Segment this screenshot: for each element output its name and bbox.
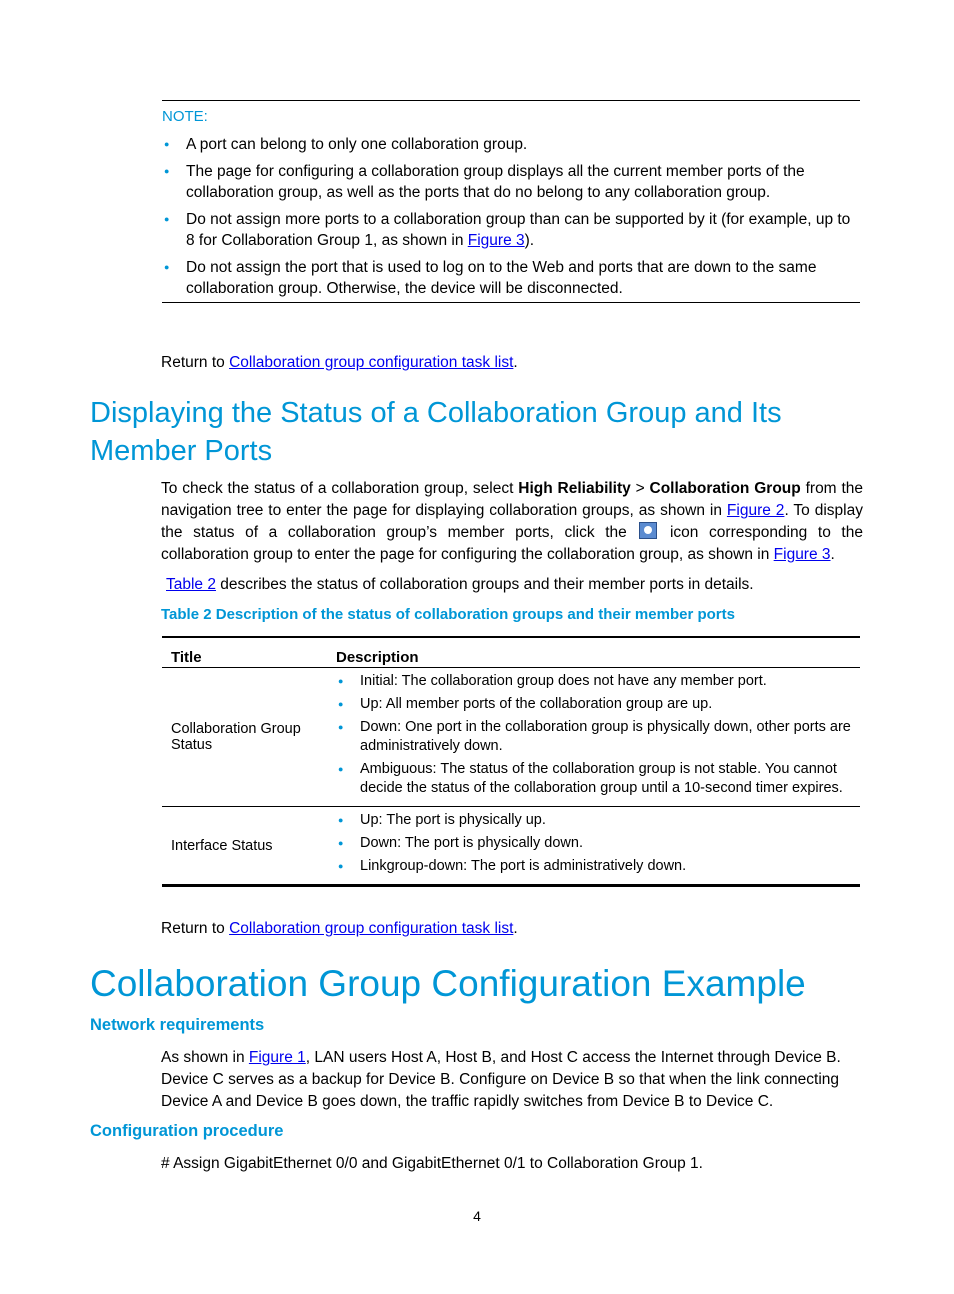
list-item: ● Up: All member ports of the collaboration group are up.	[336, 695, 851, 714]
network-requirements-heading: Network requirements	[90, 1016, 265, 1034]
row-description	[327, 668, 860, 807]
figure-3-link[interactable]: Figure 3	[467, 232, 525, 249]
table-row	[162, 668, 860, 807]
task-list-link[interactable]: Collaboration group configuration task list	[229, 354, 514, 371]
list-item: ● Initial: The collaboration group does not have any member port.	[336, 672, 851, 691]
config-icon	[639, 522, 657, 539]
table-header-row	[162, 637, 860, 668]
list-item: ● Up: The port is physically up.	[336, 811, 851, 830]
description-list	[336, 811, 851, 876]
status-paragraph: To check the status of a collaboration group, select High Reliability > Collaboration Group from the navigation tree to enter the page for displaying collaboration groups, as shown in Figure 2. To display the status of a collaboration group’s member ports, click the icon corresponding to the collaboration group to enter the page for configuring the collaboration group, as shown in Figure 3.	[161, 480, 863, 563]
column-header-description: Description	[327, 637, 860, 668]
list-item: ● Down: One port in the collaboration group is physically down, other ports are administratively down.	[336, 718, 851, 756]
page-number: 4	[473, 1208, 481, 1224]
row-description	[327, 807, 860, 886]
row-title: Collaboration Group Status	[162, 668, 327, 807]
row-title: Interface Status	[162, 807, 327, 886]
task-list-link[interactable]: Collaboration group configuration task list	[229, 920, 514, 937]
list-item: ● Down: The port is physically down.	[336, 834, 851, 853]
chapter-heading: Collaboration Group Configuration Example	[90, 963, 806, 1004]
note-bottom-rule	[162, 302, 860, 303]
description-list	[336, 672, 851, 798]
return-paragraph: Return to Collaboration group configuration task list.	[161, 354, 518, 371]
list-item: ● Ambiguous: The status of the collaboration group is not stable. You cannot decide the status of the collaboration group until a 10-second timer expires.	[336, 760, 851, 798]
figure-3-link[interactable]: Figure 3	[773, 546, 831, 563]
status-table	[162, 636, 860, 887]
figure-2-link[interactable]: Figure 2	[726, 502, 785, 519]
table-row	[162, 807, 860, 886]
note-item: ● Do not assign more ports to a collaboration group than can be supported by it (for example, up to 8 for Collaboration Group 1, as shown in Figure 3).	[162, 209, 862, 251]
configuration-procedure-heading: Configuration procedure	[90, 1122, 284, 1140]
section-heading: Displaying the Status of a Collaboration Group and Its Member Ports	[90, 397, 782, 467]
note-label: NOTE:	[162, 108, 208, 125]
note-top-rule	[162, 100, 860, 101]
table-caption: Table 2 Description of the status of collaboration groups and their member ports	[161, 606, 735, 623]
note-item: ● Do not assign the port that is used to log on to the Web and ports that are down to the same collaboration group. Otherwise, the device will be disconnected.	[162, 257, 862, 299]
network-requirements-paragraph: As shown in Figure 1, LAN users Host A, Host B, and Host C access the Internet through Device B. Device C serves as a backup for Device B. Configure on Device B so that when the link connecting Device A and Device B goes down, the traffic rapidly switches from Device B to Device C.	[161, 1049, 841, 1110]
figure-1-link[interactable]: Figure 1	[248, 1049, 306, 1066]
note-item: ● A port can belong to only one collaboration group.	[162, 134, 862, 155]
column-header-title: Title	[162, 637, 327, 668]
note-item: ● The page for configuring a collaboration group displays all the current member ports of the collaboration group, as well as the ports that do no belong to any collaboration group.	[162, 161, 862, 203]
table-2-link[interactable]: Table 2	[166, 576, 216, 593]
configuration-procedure-step: # Assign GigabitEthernet 0/0 and GigabitEthernet 0/1 to Collaboration Group 1.	[161, 1155, 703, 1172]
note-list	[162, 134, 862, 305]
table-ref-paragraph: Table 2 describes the status of collaboration groups and their member ports in details.	[166, 576, 754, 593]
list-item: ● Linkgroup-down: The port is administratively down.	[336, 857, 851, 876]
return-paragraph: Return to Collaboration group configuration task list.	[161, 920, 518, 937]
